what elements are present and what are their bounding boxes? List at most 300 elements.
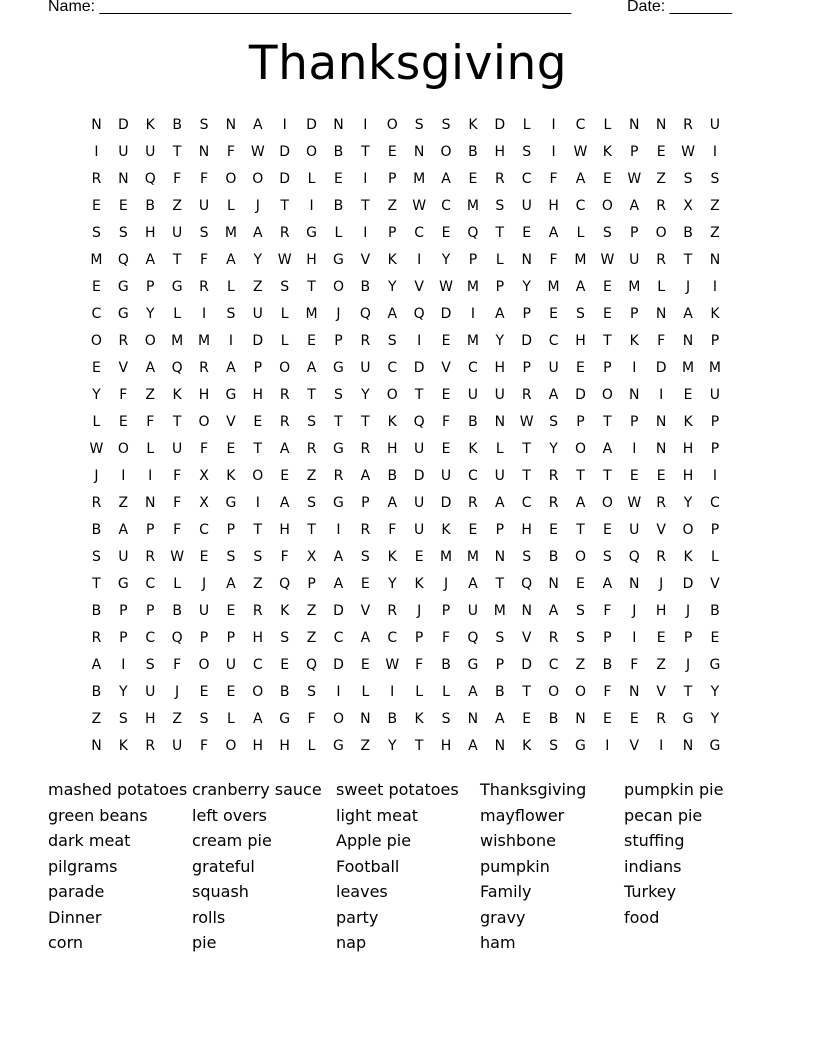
grid-letter[interactable]: T	[603, 332, 612, 349]
grid-letter[interactable]: J	[685, 602, 691, 619]
grid-letter[interactable]: K	[602, 143, 612, 160]
grid-letter[interactable]: Z	[306, 629, 317, 646]
grid-letter[interactable]: N	[494, 413, 506, 430]
grid-letter[interactable]: L	[442, 683, 450, 700]
grid-letter[interactable]: N	[494, 548, 506, 565]
grid-letter[interactable]: Y	[387, 575, 397, 592]
grid-letter[interactable]: L	[226, 278, 235, 295]
grid-letter[interactable]: I	[282, 116, 287, 133]
grid-letter[interactable]: M	[466, 332, 479, 349]
grid-letter[interactable]: T	[361, 143, 370, 160]
grid-letter[interactable]: S	[92, 548, 101, 565]
grid-letter[interactable]: I	[363, 224, 368, 241]
grid-letter[interactable]: L	[307, 737, 316, 754]
grid-letter[interactable]: P	[414, 629, 424, 646]
grid-letter[interactable]: A	[145, 359, 156, 376]
grid-letter[interactable]: R	[360, 332, 371, 349]
grid-letter[interactable]: C	[575, 197, 586, 214]
grid-letter[interactable]: N	[655, 305, 667, 322]
grid-letter[interactable]: W	[412, 197, 427, 214]
grid-letter[interactable]: B	[387, 467, 398, 484]
grid-letter[interactable]: F	[119, 386, 128, 403]
grid-letter[interactable]: K	[414, 575, 424, 592]
grid-letter[interactable]: I	[712, 143, 717, 160]
grid-letter[interactable]: R	[468, 494, 478, 511]
grid-letter[interactable]: A	[279, 494, 290, 511]
grid-letter[interactable]: E	[226, 602, 236, 619]
grid-letter[interactable]: T	[172, 413, 182, 430]
grid-letter[interactable]: E	[602, 278, 612, 295]
grid-letter[interactable]: E	[199, 683, 209, 700]
grid-letter[interactable]: R	[279, 386, 290, 403]
grid-letter[interactable]: U	[225, 656, 237, 673]
grid-letter[interactable]: O	[682, 521, 694, 538]
grid-letter[interactable]: X	[199, 494, 209, 511]
grid-letter[interactable]: M	[197, 332, 211, 349]
grid-letter[interactable]: P	[307, 575, 316, 592]
grid-letter[interactable]: E	[334, 170, 343, 187]
grid-letter[interactable]: K	[468, 440, 478, 457]
grid-letter[interactable]: E	[522, 224, 532, 241]
grid-letter[interactable]: C	[199, 521, 209, 538]
grid-letter[interactable]: Q	[359, 305, 371, 322]
grid-letter[interactable]: S	[522, 143, 532, 160]
grid-letter[interactable]: B	[172, 116, 182, 133]
grid-letter[interactable]: Z	[360, 737, 371, 754]
grid-letter[interactable]: R	[387, 602, 398, 619]
grid-letter[interactable]: F	[280, 548, 289, 565]
grid-letter[interactable]: F	[657, 332, 666, 349]
grid-letter[interactable]: N	[225, 116, 237, 133]
grid-letter[interactable]: N	[655, 116, 667, 133]
grid-letter[interactable]: S	[495, 197, 505, 214]
grid-letter[interactable]: Z	[710, 224, 720, 241]
grid-letter[interactable]: P	[522, 359, 531, 376]
grid-letter[interactable]: S	[92, 224, 101, 241]
grid-letter[interactable]: U	[198, 602, 210, 619]
grid-letter[interactable]: Y	[683, 494, 693, 511]
grid-letter[interactable]: U	[494, 386, 505, 403]
grid-letter[interactable]: F	[173, 170, 182, 187]
grid-letter[interactable]: K	[145, 116, 155, 133]
grid-letter[interactable]: A	[306, 359, 317, 376]
grid-letter[interactable]: F	[199, 251, 209, 268]
grid-letter[interactable]: P	[710, 521, 720, 538]
grid-letter[interactable]: I	[121, 656, 126, 673]
grid-letter[interactable]: X	[199, 467, 209, 484]
grid-letter[interactable]: H	[279, 521, 290, 538]
grid-letter[interactable]: S	[199, 710, 209, 727]
grid-letter[interactable]: T	[172, 251, 182, 268]
grid-letter[interactable]: E	[280, 656, 290, 673]
grid-letter[interactable]: H	[548, 197, 559, 214]
grid-letter[interactable]: T	[307, 278, 316, 295]
grid-letter[interactable]: M	[224, 224, 237, 241]
grid-letter[interactable]: O	[117, 440, 129, 457]
grid-letter[interactable]: D	[655, 359, 667, 376]
grid-letter[interactable]: A	[575, 494, 586, 511]
grid-letter[interactable]: V	[118, 359, 129, 376]
grid-letter[interactable]: W	[385, 656, 400, 673]
grid-letter[interactable]: B	[360, 278, 371, 295]
grid-letter[interactable]: C	[521, 494, 532, 511]
grid-letter[interactable]: R	[91, 494, 102, 511]
grid-letter[interactable]: E	[522, 710, 532, 727]
grid-letter[interactable]: S	[495, 629, 505, 646]
grid-letter[interactable]: O	[252, 683, 264, 700]
grid-letter[interactable]: L	[173, 575, 182, 592]
grid-letter[interactable]: A	[468, 575, 478, 592]
grid-letter[interactable]: Q	[117, 251, 129, 268]
grid-letter[interactable]: I	[605, 737, 610, 754]
grid-letter[interactable]: O	[90, 332, 102, 349]
grid-letter[interactable]: F	[603, 683, 612, 700]
grid-letter[interactable]: T	[683, 683, 693, 700]
grid-letter[interactable]: N	[91, 737, 102, 754]
grid-letter[interactable]: S	[441, 116, 451, 133]
grid-letter[interactable]: T	[522, 683, 531, 700]
grid-letter[interactable]: C	[333, 629, 344, 646]
grid-letter[interactable]: O	[386, 116, 398, 133]
grid-letter[interactable]: I	[417, 251, 422, 268]
grid-letter[interactable]: O	[252, 170, 264, 187]
grid-letter[interactable]: E	[387, 143, 397, 160]
grid-letter[interactable]: P	[334, 332, 343, 349]
grid-letter[interactable]: O	[548, 683, 560, 700]
grid-letter[interactable]: R	[360, 440, 371, 457]
grid-letter[interactable]: J	[685, 656, 691, 673]
grid-letter[interactable]: M	[171, 332, 184, 349]
grid-letter[interactable]: R	[656, 251, 667, 268]
grid-letter[interactable]: K	[172, 386, 182, 403]
grid-letter[interactable]: R	[279, 224, 290, 241]
grid-letter[interactable]: O	[225, 170, 237, 187]
grid-letter[interactable]: N	[118, 170, 129, 187]
grid-letter[interactable]: E	[576, 575, 585, 592]
grid-letter[interactable]: T	[334, 413, 343, 430]
grid-letter[interactable]: A	[333, 575, 344, 592]
grid-letter[interactable]: I	[121, 467, 126, 484]
grid-letter[interactable]: R	[91, 170, 102, 187]
grid-letter[interactable]: I	[659, 737, 664, 754]
grid-letter[interactable]: M	[90, 251, 103, 268]
grid-letter[interactable]: E	[710, 629, 720, 646]
grid-letter[interactable]: S	[414, 116, 424, 133]
grid-letter[interactable]: G	[171, 278, 183, 295]
grid-letter[interactable]: Y	[253, 251, 263, 268]
grid-letter[interactable]: U	[440, 467, 452, 484]
grid-letter[interactable]: H	[252, 386, 264, 403]
grid-letter[interactable]: G	[709, 656, 721, 673]
grid-letter[interactable]: F	[173, 467, 182, 484]
grid-letter[interactable]: Z	[306, 602, 317, 619]
grid-letter[interactable]: N	[655, 440, 667, 457]
grid-letter[interactable]: H	[682, 467, 694, 484]
grid-letter[interactable]: T	[495, 575, 505, 592]
date-field[interactable]: Date: _______	[627, 0, 732, 15]
grid-letter[interactable]: W	[250, 143, 265, 160]
grid-letter[interactable]: B	[468, 143, 478, 160]
grid-letter[interactable]: H	[386, 440, 398, 457]
grid-letter[interactable]: E	[602, 710, 612, 727]
grid-letter[interactable]: C	[710, 494, 720, 511]
grid-letter[interactable]: S	[118, 710, 128, 727]
grid-letter[interactable]: Z	[656, 656, 666, 673]
grid-letter[interactable]: C	[252, 656, 263, 673]
grid-letter[interactable]: Q	[279, 575, 291, 592]
grid-letter[interactable]: H	[144, 224, 156, 241]
grid-letter[interactable]: M	[574, 251, 587, 268]
grid-letter[interactable]: K	[387, 548, 397, 565]
grid-letter[interactable]: Z	[306, 467, 317, 484]
grid-letter[interactable]: A	[468, 683, 478, 700]
grid-letter[interactable]: I	[632, 359, 637, 376]
grid-letter[interactable]: V	[414, 278, 424, 295]
grid-letter[interactable]: B	[495, 683, 505, 700]
grid-letter[interactable]: E	[118, 197, 128, 214]
grid-letter[interactable]: G	[333, 440, 344, 457]
grid-letter[interactable]: S	[280, 278, 290, 295]
grid-letter[interactable]: D	[440, 305, 452, 322]
grid-letter[interactable]: O	[601, 386, 613, 403]
grid-letter[interactable]: A	[441, 170, 451, 187]
grid-letter[interactable]: T	[683, 251, 693, 268]
grid-letter[interactable]: G	[575, 737, 586, 754]
grid-letter[interactable]: V	[360, 251, 371, 268]
grid-letter[interactable]: C	[145, 629, 156, 646]
grid-letter[interactable]: W	[627, 170, 642, 187]
grid-letter[interactable]: U	[145, 683, 156, 700]
grid-letter[interactable]: P	[226, 629, 236, 646]
grid-letter[interactable]: D	[279, 170, 291, 187]
grid-letter[interactable]: Q	[144, 170, 156, 187]
grid-letter[interactable]: P	[495, 278, 505, 295]
grid-letter[interactable]: M	[466, 278, 479, 295]
grid-letter[interactable]: T	[495, 224, 505, 241]
grid-letter[interactable]: O	[601, 197, 613, 214]
grid-letter[interactable]: S	[683, 170, 693, 187]
grid-letter[interactable]: F	[173, 494, 182, 511]
grid-letter[interactable]: P	[226, 521, 236, 538]
grid-letter[interactable]: K	[441, 521, 451, 538]
grid-letter[interactable]: B	[683, 224, 693, 241]
grid-letter[interactable]: Q	[521, 575, 533, 592]
grid-letter[interactable]: P	[199, 629, 209, 646]
grid-letter[interactable]: H	[575, 332, 586, 349]
grid-letter[interactable]: G	[306, 224, 317, 241]
grid-letter[interactable]: A	[279, 440, 290, 457]
grid-letter[interactable]: H	[655, 602, 667, 619]
grid-letter[interactable]: P	[468, 251, 478, 268]
grid-letter[interactable]: I	[632, 629, 637, 646]
grid-letter[interactable]: P	[361, 494, 370, 511]
grid-letter[interactable]: F	[307, 710, 316, 727]
grid-letter[interactable]: T	[253, 440, 263, 457]
grid-letter[interactable]: T	[576, 521, 585, 538]
grid-letter[interactable]: F	[173, 656, 182, 673]
grid-letter[interactable]: L	[146, 440, 155, 457]
grid-letter[interactable]: A	[495, 494, 505, 511]
grid-letter[interactable]: F	[226, 143, 235, 160]
grid-letter[interactable]: W	[627, 494, 642, 511]
grid-letter[interactable]: R	[360, 521, 371, 538]
grid-letter[interactable]: N	[467, 710, 479, 727]
grid-letter[interactable]: A	[253, 710, 263, 727]
grid-letter[interactable]: E	[226, 683, 236, 700]
grid-letter[interactable]: H	[440, 737, 452, 754]
grid-letter[interactable]: O	[655, 224, 667, 241]
grid-letter[interactable]: P	[630, 413, 639, 430]
grid-letter[interactable]: D	[279, 143, 291, 160]
grid-letter[interactable]: Z	[252, 278, 263, 295]
grid-letter[interactable]: K	[387, 251, 397, 268]
grid-letter[interactable]: A	[629, 197, 640, 214]
grid-letter[interactable]: L	[173, 305, 182, 322]
grid-letter[interactable]: O	[306, 143, 318, 160]
grid-letter[interactable]: Y	[710, 683, 720, 700]
grid-letter[interactable]: I	[255, 494, 260, 511]
grid-letter[interactable]: U	[709, 116, 721, 133]
grid-letter[interactable]: A	[333, 548, 344, 565]
grid-letter[interactable]: H	[494, 143, 506, 160]
grid-letter[interactable]: P	[495, 521, 505, 538]
grid-letter[interactable]: E	[280, 467, 290, 484]
grid-letter[interactable]: N	[144, 494, 156, 511]
grid-letter[interactable]: I	[336, 521, 341, 538]
grid-letter[interactable]: D	[521, 332, 533, 349]
grid-letter[interactable]: E	[468, 170, 478, 187]
grid-letter[interactable]: P	[388, 170, 397, 187]
grid-letter[interactable]: P	[146, 602, 155, 619]
grid-letter[interactable]: B	[91, 521, 102, 538]
grid-letter[interactable]: B	[548, 548, 559, 565]
grid-letter[interactable]: P	[576, 413, 585, 430]
grid-letter[interactable]: U	[414, 521, 425, 538]
grid-letter[interactable]: D	[413, 467, 425, 484]
grid-letter[interactable]: Z	[252, 575, 263, 592]
grid-letter[interactable]: V	[521, 629, 532, 646]
grid-letter[interactable]: Q	[413, 413, 425, 430]
grid-letter[interactable]: I	[148, 467, 153, 484]
grid-letter[interactable]: G	[225, 386, 237, 403]
grid-letter[interactable]: R	[656, 494, 667, 511]
grid-letter[interactable]: L	[334, 224, 343, 241]
grid-letter[interactable]: M	[628, 278, 641, 295]
grid-letter[interactable]: I	[336, 683, 341, 700]
grid-letter[interactable]: U	[414, 440, 425, 457]
grid-letter[interactable]: P	[630, 143, 639, 160]
grid-letter[interactable]: T	[414, 386, 424, 403]
grid-letter[interactable]: T	[522, 467, 531, 484]
grid-letter[interactable]: P	[710, 413, 720, 430]
grid-letter[interactable]: T	[576, 467, 585, 484]
grid-letter[interactable]: S	[307, 494, 317, 511]
grid-letter[interactable]: L	[495, 440, 504, 457]
grid-letter[interactable]: B	[91, 602, 102, 619]
grid-letter[interactable]: A	[495, 305, 505, 322]
grid-letter[interactable]: H	[521, 521, 532, 538]
grid-letter[interactable]: Y	[387, 278, 397, 295]
grid-letter[interactable]: H	[682, 440, 694, 457]
grid-letter[interactable]: N	[521, 602, 532, 619]
grid-letter[interactable]: E	[92, 359, 101, 376]
grid-letter[interactable]: C	[91, 305, 102, 322]
grid-letter[interactable]: P	[630, 305, 639, 322]
grid-letter[interactable]: S	[576, 305, 585, 322]
grid-letter[interactable]: K	[280, 602, 290, 619]
grid-letter[interactable]: C	[414, 224, 425, 241]
grid-letter[interactable]: H	[306, 251, 317, 268]
grid-letter[interactable]: N	[682, 332, 694, 349]
grid-letter[interactable]: A	[602, 575, 613, 592]
grid-letter[interactable]: L	[307, 170, 316, 187]
grid-letter[interactable]: K	[387, 413, 397, 430]
grid-letter[interactable]: A	[226, 251, 236, 268]
grid-letter[interactable]: J	[632, 602, 637, 619]
grid-letter[interactable]: G	[117, 305, 129, 322]
grid-letter[interactable]: T	[280, 197, 289, 214]
grid-letter[interactable]: Z	[656, 170, 666, 187]
grid-letter[interactable]: X	[683, 197, 693, 214]
grid-letter[interactable]: I	[551, 116, 556, 133]
grid-letter[interactable]: L	[280, 332, 289, 349]
grid-letter[interactable]: R	[548, 629, 559, 646]
grid-letter[interactable]: A	[548, 224, 559, 241]
grid-letter[interactable]: T	[603, 467, 612, 484]
grid-letter[interactable]: V	[441, 359, 451, 376]
grid-letter[interactable]: R	[656, 710, 667, 727]
grid-letter[interactable]: F	[549, 170, 558, 187]
grid-letter[interactable]: L	[361, 683, 370, 700]
grid-letter[interactable]: T	[253, 521, 263, 538]
grid-letter[interactable]: L	[603, 116, 612, 133]
grid-letter[interactable]: O	[332, 710, 344, 727]
grid-letter[interactable]: V	[656, 683, 666, 700]
grid-letter[interactable]: N	[91, 116, 102, 133]
grid-letter[interactable]: A	[575, 170, 586, 187]
grid-letter[interactable]: S	[307, 413, 317, 430]
grid-letter[interactable]: D	[682, 575, 694, 592]
grid-letter[interactable]: T	[92, 575, 101, 592]
grid-letter[interactable]: I	[551, 143, 556, 160]
grid-letter[interactable]: D	[440, 494, 452, 511]
grid-letter[interactable]: Q	[467, 224, 479, 241]
grid-letter[interactable]: A	[575, 278, 586, 295]
grid-letter[interactable]: J	[255, 197, 260, 214]
grid-letter[interactable]: D	[521, 656, 533, 673]
grid-letter[interactable]: T	[522, 440, 531, 457]
grid-letter[interactable]: C	[145, 575, 156, 592]
grid-letter[interactable]: N	[333, 116, 344, 133]
grid-letter[interactable]: E	[656, 467, 666, 484]
grid-letter[interactable]: V	[226, 413, 236, 430]
grid-letter[interactable]: U	[467, 602, 479, 619]
grid-letter[interactable]: N	[682, 737, 694, 754]
grid-letter[interactable]: B	[710, 602, 720, 619]
grid-letter[interactable]: M	[547, 278, 560, 295]
grid-letter[interactable]: P	[388, 224, 397, 241]
grid-letter[interactable]: F	[199, 170, 209, 187]
grid-letter[interactable]: T	[361, 197, 370, 214]
grid-letter[interactable]: R	[333, 467, 344, 484]
grid-letter[interactable]: A	[253, 224, 263, 241]
grid-letter[interactable]: K	[226, 467, 236, 484]
grid-letter[interactable]: S	[602, 224, 612, 241]
grid-letter[interactable]: I	[632, 440, 637, 457]
grid-letter[interactable]: W	[573, 143, 588, 160]
grid-letter[interactable]: S	[360, 548, 370, 565]
grid-letter[interactable]: E	[92, 197, 101, 214]
